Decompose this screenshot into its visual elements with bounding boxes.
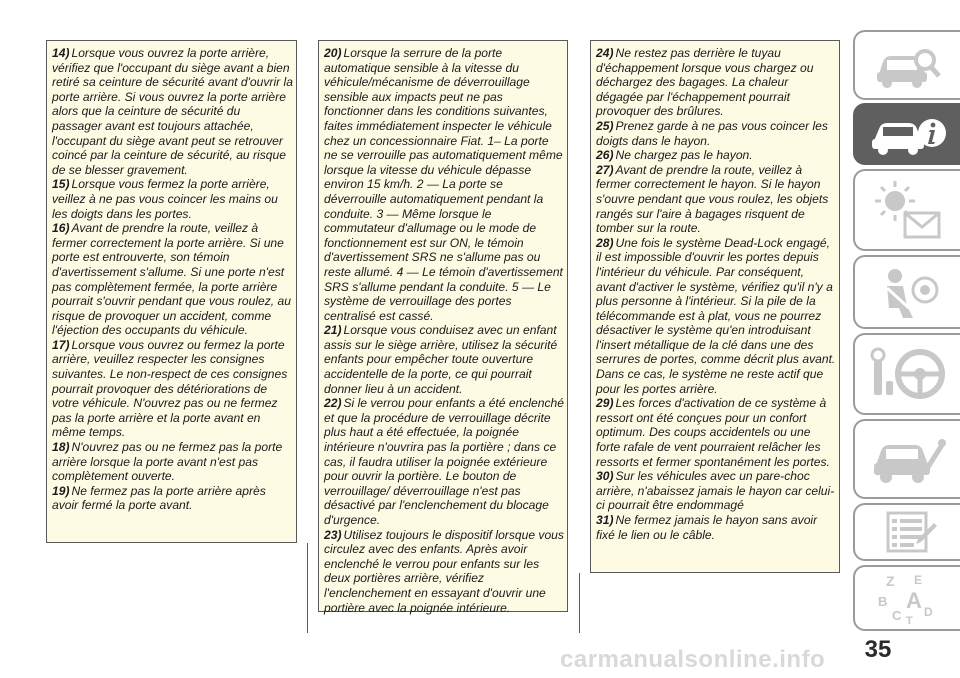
tab-warning-lights[interactable] [853, 169, 960, 251]
index-letter: A [905, 588, 922, 613]
warning-note [324, 46, 564, 323]
index-letter: D [923, 605, 933, 619]
note-text: Ne chargez pas le hayon. [615, 148, 753, 163]
maintenance-checklist-icon [878, 509, 938, 555]
note-text: Avant de prendre la route, veillez à fermer correctement le hayon. Si le hayon s'ouvre pendant que vous roulez, les objets rangés sur l'aire à bagages risquent de tomber sur la route. [596, 162, 829, 236]
note-text: Lorsque vous ouvrez ou fermez la porte arrière, veuillez respecter les consignes suivantes. Le non-respect de ces consignes pourrait provoquer des détériorations de votre véhicule. N'ouvrez pas ou ne fermez pas la porte arrière et la porte avant en même temps. [52, 337, 288, 440]
note-text: Les forces d'activation de ce système à ressort ont été conçues pour un confort optimum. Des coups accidentels ou une forte rafale de vent pourraient relâcher les ressorts et fermer spontanément les portes. [596, 396, 830, 469]
warning-lights-icon [871, 177, 945, 243]
notes-column-2 [318, 40, 568, 615]
notes-column-3 [590, 40, 840, 573]
note-text: Lorsque la serrure de la porte automatique sensible à la vitesse du véhicule/mécanisme de déverrouillage sensible aux impacts peut ne pas fonctionner dans les conditions suivantes, faites immédiatement inspecter le véhicule chez un concessionnaire Fiat. 1– La porte ne se verrouille pas automatiquement même lorsque la vitesse du véhicule dépasse environ 15 km/h. 2 — La porte se déverrouille automatiquement pendant la conduite. 3 — Même lorsque le commutateur d'allumage ou le mode de fonctionnement est sur ON, le témoin d'avertissement SRS ne s'allume pas ou reste allumé. 4 — Le témoin d'avertissement SRS s'allume pendant la conduite. 5 — Le système de verrouillage des portes centralisé est cassé. [324, 46, 563, 323]
warning-note [52, 338, 293, 440]
note-text: Une fois le système Dead-Lock engagé, il est impossible d'ouvrir les portes depuis l'intérieur du véhicule. Par conséquent, avant d'activer le système, vérifiez qu'il n'y a plus personne à l'intérieur. Si la pile de la télécommande est à plat, vous ne pourrez désactiver le système qu'en introduisant l'insert métallique de la clé dans une des serrures de portes, comme décrit plus avant. Dans ce cas, le système ne reste actif que pour les portes arrière. [596, 235, 836, 396]
page-number: 35 [864, 636, 892, 663]
tab-index[interactable] [853, 565, 960, 631]
steering-wheel-icon [868, 341, 948, 407]
warning-note [596, 148, 836, 163]
note-number: 15) [52, 177, 70, 192]
note-text: Avant de prendre la route, veillez à fermer correctement la porte arrière. Si une porte est entrouverte, son témoin d'avertissement s'allume. Si une porte n'est pas complètement fermée, la porte arrière pourrait s'ouvrir pendant que vous roulez, au risque de provoquer un accident, comme l'éjection des occupants du véhicule. [52, 221, 291, 338]
notes-column-1 [46, 40, 297, 543]
warning-note [52, 221, 293, 338]
note-number: 17) [52, 337, 70, 352]
warning-note [596, 163, 836, 236]
note-number: 27) [596, 162, 614, 177]
note-number: 25) [596, 118, 614, 133]
note-number: 16) [52, 221, 70, 236]
note-text: Sur les véhicules avec un pare-choc arrière, n'abaissez jamais le hayon car celui-ci pourrait être endommagé [596, 469, 835, 513]
note-number: 20) [324, 46, 342, 60]
note-text: Prenez garde à ne pas vous coincer les doigts dans le hayon. [596, 118, 828, 148]
warning-note [324, 528, 564, 616]
note-text: Lorsque vous ouvrez la porte arrière, vérifiez que l'occupant du siège avant a bien retiré sa ceinture de sécurité avant d'ouvrir la porte arrière. Si vous ouvrez la porte arrière alors que la ceinture de sécurité du passager avant est toujours attachée, l'occupant du siège avant peut se retrouver coincé par la ceinture de sécurité, au risque de se blesser gravement. [52, 46, 293, 177]
index-letter: T [905, 615, 913, 626]
column-divider [307, 543, 308, 633]
index-letter: C [891, 608, 901, 623]
warning-note [52, 46, 293, 177]
warning-note [324, 396, 564, 527]
car-search-icon [873, 40, 943, 90]
car-breakdown-icon [870, 431, 946, 487]
note-number: 19) [52, 483, 70, 498]
note-number: 18) [52, 440, 70, 455]
warning-note [52, 177, 293, 221]
note-text: Ne fermez jamais le hayon sans avoir fixé le lien ou le câble. [596, 513, 818, 542]
note-text: Ne restez pas derrière le tuyau d'échappement lorsque vous chargez ou déchargez des bagages. La chaleur dégagée par l'échappement pourrait provoquer des brûlures. [596, 46, 814, 119]
note-text: Lorsque vous conduisez avec un enfant assis sur le siège arrière, utilisez la sécurité enfants pour empêcher toute ouverture accidentelle de la porte, ce qui pourrait donner lieu à un accident. [324, 323, 558, 396]
tab-car-info[interactable] [853, 103, 960, 165]
warning-note [596, 119, 836, 148]
note-text: Si le verrou pour enfants a été enclenché et que la procédure de verrouillage décrite plus haut a été effectuée, la poignée intérieure n'ouvrira pas la portière ; dans ce cas, il faudra utiliser la poignée extérieure pour ouvrir la portière. Le bouton de verrouillage/ déverrouillage n'est pas désactivé par l'enclenchement du blocage d'urgence. [324, 396, 565, 527]
tab-steering-wheel[interactable] [853, 333, 960, 415]
index-letter: Z [885, 573, 895, 589]
note-number: 23) [324, 527, 342, 542]
airbag-icon [873, 262, 943, 322]
warning-note [596, 236, 836, 397]
note-number: 28) [596, 235, 614, 250]
index-letter: B [877, 594, 887, 609]
alphabetical-index-icon [872, 570, 944, 626]
column-divider [579, 573, 580, 633]
note-number: 24) [596, 46, 614, 60]
tab-car-breakdown[interactable] [853, 419, 960, 499]
note-number: 21) [324, 323, 342, 338]
note-number: 31) [596, 513, 614, 527]
note-text: Ne fermez pas la porte arrière après avoir fermé la porte avant. [52, 483, 266, 513]
note-number: 29) [596, 396, 614, 411]
warning-note [596, 396, 836, 469]
warning-note [324, 323, 564, 396]
warning-note [596, 513, 836, 542]
tab-maintenance[interactable] [853, 503, 960, 561]
note-number: 14) [52, 46, 70, 60]
warning-note [52, 484, 293, 513]
note-text: Lorsque vous fermez la porte arrière, veillez à ne pas vous coincer les mains ou les doigts dans les portes. [52, 177, 278, 221]
index-letter: E [913, 573, 922, 587]
note-number: 26) [596, 148, 614, 163]
tab-car-search[interactable] [853, 30, 960, 100]
warning-note [596, 46, 836, 119]
tab-airbag[interactable] [853, 255, 960, 329]
note-text: N'ouvrez pas ou ne fermez pas la porte arrière lorsque la porte avant n'est pas complètement ouverte. [52, 440, 283, 484]
car-info-icon [868, 111, 948, 157]
note-number: 30) [596, 469, 614, 484]
note-number: 22) [324, 396, 342, 411]
watermark: carmanualsonline.info [560, 646, 826, 673]
warning-note [596, 469, 836, 513]
warning-note [52, 440, 293, 484]
note-text: Utilisez toujours le dispositif lorsque vous circulez avec des enfants. Après avoir enclenché le verrou pour enfants sur les deux portières arrière, vérifiez l'enclenchement en essayant d'ouvrir une portière avec la poignée intérieure. [324, 527, 564, 615]
